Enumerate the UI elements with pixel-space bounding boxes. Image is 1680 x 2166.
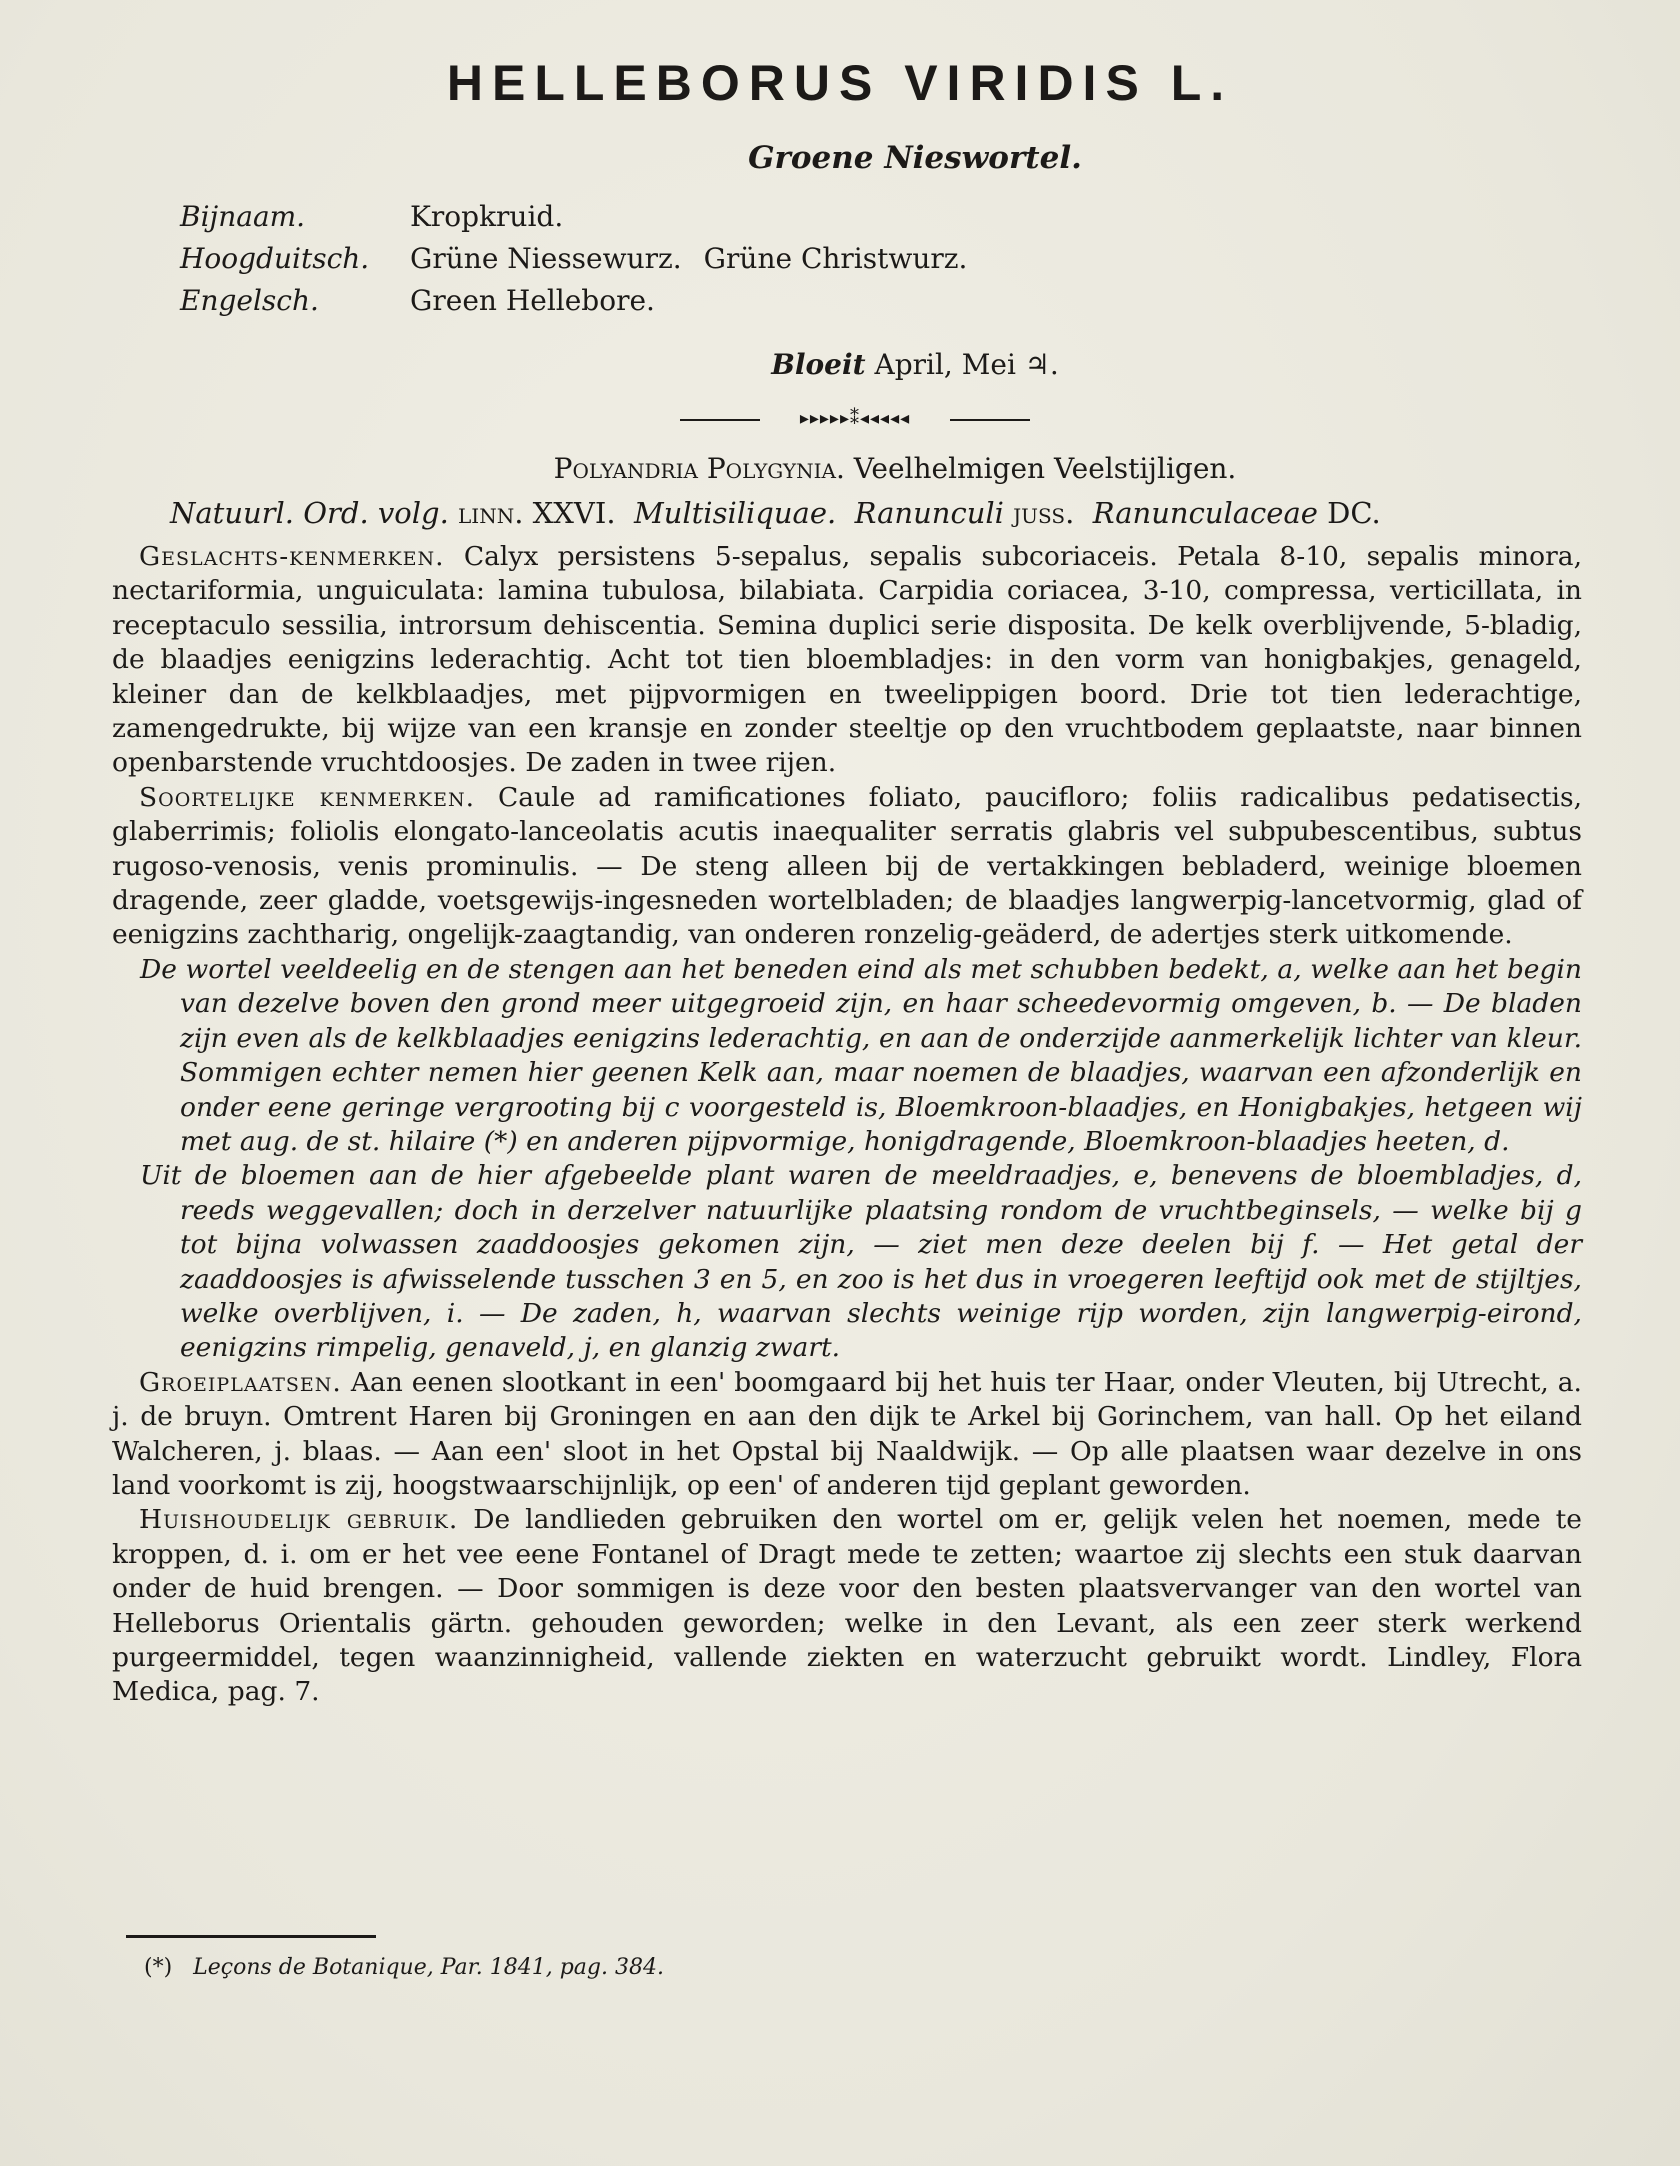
name-value: Kropkruid. <box>410 200 564 233</box>
section-heading: Soortelijke kenmerken. <box>139 781 475 813</box>
household-use <box>112 1503 1582 1709</box>
authority-dc: DC. <box>1327 496 1381 530</box>
name-value: Grüne Niessewurz. <box>410 242 682 275</box>
flowering-label: Bloeit <box>771 348 866 381</box>
footnote-mark: (*) <box>144 1955 173 1980</box>
footnote-text: Leçons de Botanique, Par. 1841, pag. 384. <box>193 1955 664 1980</box>
plate-description-2: Uit de bloemen aan de hier afgebeelde plant waren de meeldraadjes, e, benevens de bloembladjes, d, reeds weggevallen; doch in derzelver natuurlijke plaatsing rondom de vruchtbeginsels, — welke bij g tot bijna volwassen zaaddoosjes gekomen zijn, — ziet men deze deelen bij f. — Het getal der zaaddoosjes is afwisselende tusschen 3 en 5, en zoo is het dus in vroegeren leeftijd ook met de stijltjes, welke overblijven, i. — De zaden, h, waarvan slechts weinige rijp worden, zijn langwerpig-eirond, eenigzins rimpelig, genaveld, j, en glanzig zwart. <box>140 1160 1582 1364</box>
order-number: XXVI. <box>532 496 616 530</box>
genus-characters <box>112 540 1582 781</box>
page-subtitle: Groene Nieswortel. <box>748 140 1082 176</box>
plate-description-1: De wortel veeldeelig en de stengen aan het beneden eind als met schubben bedekt, a, welke aan het begin van dezelve boven den grond meer uitgegroeid zijn, en haar scheedevormig omgeven, b. — De bladen zijn even als de kelkblaadjes eenigzins lederachtig, en aan de onderzijde aanmerkelijk lichter van kleur. Sommigen echter nemen hier geenen Kelk aan, maar noemen de blaadjes, waarvan een afzonderlijk en onder eene geringe vergrooting bij c voorgesteld is, Bloemkroon-blaadjes, en Honigbakjes, hetgeen wij met aug. de st. hilaire (*) en anderen pijpvormige, honigdragende, Bloemkroon-blaadjes heeten, d. <box>140 953 1582 1157</box>
footnote <box>144 1955 664 1980</box>
class-name: Polyandria <box>553 452 698 485</box>
classification-line <box>0 452 1680 485</box>
section-text: Calyx persistens 5-sepalus, sepalis subcoriaceis. Petala 8-10, sepalis minora, nectariformia, unguiculata: lamina tubulosa, bilabiata. Carpidia coriacea, 3-10, compressa, verticillata, in receptaculo sessilia, introrsum dehiscentia. Semina duplici serie disposita. De kelk overblijvende, 5-bladig, de blaadjes eenigzins lederachtig. Acht tot tien bloembladjes: in den vorm van honigbakjes, genageld, kleiner dan de kelkblaadjes, met pijpvormigen en tweelippigen boord. Drie tot tien lederachtige, zamengedrukte, bij wijze van een kransje en zonder steeltje op den vruchtbodem geplaatste, naar binnen openbarstende vruchtdoosjes. De zaden in twee rijen. <box>112 541 1582 779</box>
natural-order-line <box>170 496 1381 530</box>
flowering-line <box>0 348 1680 381</box>
section-text: Caule ad ramificationes foliato, paucifloro; foliis radicalibus pedatisectis, glaberrimis; foliolis elongato-lanceolatis acutis inaequaliter serratis glabris vel subpubescentibus, subtus rugoso-venosis, venis prominulis. — De steng alleen bij de vertakkingen bebladerd, weinige bloemen dragende, zeer gladde, voetsgewijs-ingesneden wortelbladen; de blaadjes langwerpig-lancetvormig, glad of eenigzins zachtharig, ongelijk-zaagtandig, van onderen ronzelig-geäderd, de adertjes sterk uitkomende. <box>112 781 1582 951</box>
name-value-2: Grüne Christwurz. <box>703 242 968 275</box>
section-text: Aan eenen slootkant in een' boomgaard bij het huis ter Haar, onder Vleuten, bij Utrecht, a. j. de bruyn. Omtrent Haren bij Groningen en aan den dijk te Arkel bij Gorinchem, van hall. Op het eiland Walcheren, j. blaas. — Aan een' sloot in het Opstal bij Naaldwijk. — Op alle plaatsen waar dezelve in ons land voorkomt is zij, hoogstwaarschijnlijk, op een' of anderen tijd geplant geworden. <box>112 1366 1582 1501</box>
order-name: Polygynia. <box>706 452 845 485</box>
footnote-rule <box>126 1935 376 1938</box>
name-label: Hoogduitsch. <box>180 242 370 275</box>
order-multisiliquae: Multisiliquae. <box>634 496 837 530</box>
habitats <box>112 1366 1582 1504</box>
name-label: Bijnaam. <box>180 200 306 233</box>
flowering-value: April, Mei ♃. <box>874 348 1059 381</box>
ornament-divider: ▸▸▸▸▸⁑◂◂◂◂◂ <box>680 408 1030 430</box>
name-row <box>180 238 967 280</box>
name-row <box>180 280 967 322</box>
order-label: Natuurl. Ord. volg. <box>170 496 449 530</box>
section-heading: Groeiplaatsen. <box>139 1366 342 1398</box>
name-value: Green Hellebore. <box>410 284 655 317</box>
authority-juss: juss. <box>1013 496 1075 530</box>
name-label: Engelsch. <box>180 284 319 317</box>
species-characters <box>112 781 1582 953</box>
section-text: De landlieden gebruiken den wortel om er, gelijk velen het noemen, mede te kroppen, d. i. om er het vee eene Fontanel of Dragt mede te zetten; waartoe zij slechts een stuk daarvan onder de huid brengen. — Door sommigen is deze voor den besten plaatsvervanger van den wortel van Helleborus Orientalis gärtn. gehouden geworden; welke in den Levant, als een zeer sterk werkend purgeermiddel, tegen waanzinnigheid, vallende ziekten en waterzucht gebruikt wordt. Lindley, Flora Medica, pag. 7. <box>112 1504 1582 1708</box>
common-names <box>180 196 967 322</box>
section-heading: Huishoudelijk gebruik. <box>139 1504 459 1536</box>
authority-linn: linn. <box>458 496 524 530</box>
class-dutch: Veelhelmigen Veelstijligen. <box>853 452 1237 485</box>
section-heading: Geslachts-kenmerken. <box>139 541 445 572</box>
name-row <box>180 196 967 238</box>
page-title: HELLEBORUS VIRIDIS L. <box>446 55 1234 111</box>
main-text <box>112 540 1582 1710</box>
order-ranunculi: Ranunculi <box>854 496 1004 530</box>
order-ranunculaceae: Ranunculaceae <box>1092 496 1318 530</box>
